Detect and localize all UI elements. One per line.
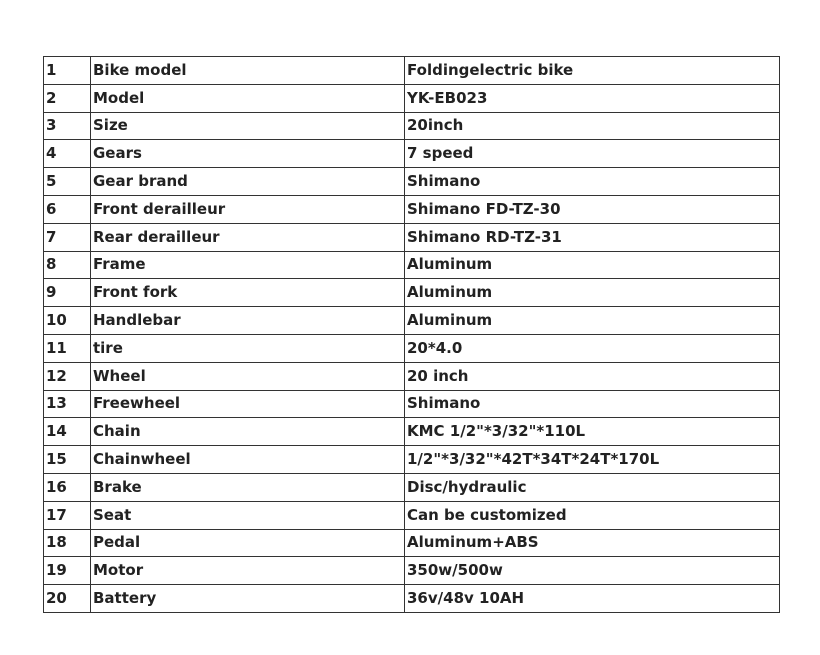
spec-name-cell: Handlebar xyxy=(91,307,405,335)
table-row xyxy=(44,529,780,557)
spec-value-cell: Aluminum xyxy=(405,251,780,279)
spec-name-cell: Front derailleur xyxy=(91,195,405,223)
row-number-cell: 12 xyxy=(44,362,91,390)
spec-value-cell: Shimano xyxy=(405,168,780,196)
spec-name-cell: tire xyxy=(91,334,405,362)
spec-value-cell: Foldingelectric bike xyxy=(405,57,780,85)
table-row xyxy=(44,390,780,418)
table-row xyxy=(44,195,780,223)
table-row xyxy=(44,446,780,474)
table-row xyxy=(44,223,780,251)
row-number-cell: 4 xyxy=(44,140,91,168)
row-number-cell: 17 xyxy=(44,501,91,529)
table-row xyxy=(44,140,780,168)
row-number-cell: 11 xyxy=(44,334,91,362)
row-number-cell: 18 xyxy=(44,529,91,557)
spec-name-cell: Motor xyxy=(91,557,405,585)
spec-value-cell: KMC 1/2"*3/32"*110L xyxy=(405,418,780,446)
row-number-cell: 8 xyxy=(44,251,91,279)
table-row xyxy=(44,279,780,307)
table-row xyxy=(44,84,780,112)
spec-value-cell: Shimano FD-TZ-30 xyxy=(405,195,780,223)
table-row xyxy=(44,473,780,501)
spec-name-cell: Rear derailleur xyxy=(91,223,405,251)
spec-value-cell: Aluminum xyxy=(405,307,780,335)
spec-value-cell: Aluminum+ABS xyxy=(405,529,780,557)
table-row xyxy=(44,557,780,585)
table-row xyxy=(44,585,780,613)
spec-name-cell: Model xyxy=(91,84,405,112)
spec-name-cell: Seat xyxy=(91,501,405,529)
row-number-cell: 6 xyxy=(44,195,91,223)
spec-name-cell: Pedal xyxy=(91,529,405,557)
table-row xyxy=(44,112,780,140)
spec-table xyxy=(43,56,780,613)
spec-value-cell: Shimano xyxy=(405,390,780,418)
spec-name-cell: Gears xyxy=(91,140,405,168)
spec-name-cell: Freewheel xyxy=(91,390,405,418)
spec-value-cell: 20*4.0 xyxy=(405,334,780,362)
spec-name-cell: Front fork xyxy=(91,279,405,307)
table-row xyxy=(44,418,780,446)
spec-value-cell: Can be customized xyxy=(405,501,780,529)
table-row xyxy=(44,168,780,196)
spec-name-cell: Wheel xyxy=(91,362,405,390)
row-number-cell: 2 xyxy=(44,84,91,112)
spec-value-cell: 20inch xyxy=(405,112,780,140)
table-row xyxy=(44,251,780,279)
spec-name-cell: Chainwheel xyxy=(91,446,405,474)
spec-name-cell: Size xyxy=(91,112,405,140)
table-row xyxy=(44,501,780,529)
spec-name-cell: Brake xyxy=(91,473,405,501)
table-row xyxy=(44,334,780,362)
row-number-cell: 10 xyxy=(44,307,91,335)
spec-name-cell: Battery xyxy=(91,585,405,613)
spec-name-cell: Chain xyxy=(91,418,405,446)
table-row xyxy=(44,307,780,335)
spec-value-cell: 350w/500w xyxy=(405,557,780,585)
spec-name-cell: Gear brand xyxy=(91,168,405,196)
spec-value-cell: 36v/48v 10AH xyxy=(405,585,780,613)
row-number-cell: 9 xyxy=(44,279,91,307)
spec-value-cell: 20 inch xyxy=(405,362,780,390)
row-number-cell: 3 xyxy=(44,112,91,140)
spec-value-cell: Shimano RD-TZ-31 xyxy=(405,223,780,251)
spec-name-cell: Bike model xyxy=(91,57,405,85)
spec-value-cell: Disc/hydraulic xyxy=(405,473,780,501)
spec-table-body xyxy=(44,57,780,613)
row-number-cell: 14 xyxy=(44,418,91,446)
spec-value-cell: 1/2"*3/32"*42T*34T*24T*170L xyxy=(405,446,780,474)
row-number-cell: 20 xyxy=(44,585,91,613)
row-number-cell: 16 xyxy=(44,473,91,501)
row-number-cell: 7 xyxy=(44,223,91,251)
spec-name-cell: Frame xyxy=(91,251,405,279)
row-number-cell: 5 xyxy=(44,168,91,196)
table-row xyxy=(44,57,780,85)
row-number-cell: 15 xyxy=(44,446,91,474)
table-row xyxy=(44,362,780,390)
spec-value-cell: YK-EB023 xyxy=(405,84,780,112)
spec-value-cell: Aluminum xyxy=(405,279,780,307)
spec-value-cell: 7 speed xyxy=(405,140,780,168)
row-number-cell: 19 xyxy=(44,557,91,585)
row-number-cell: 1 xyxy=(44,57,91,85)
row-number-cell: 13 xyxy=(44,390,91,418)
